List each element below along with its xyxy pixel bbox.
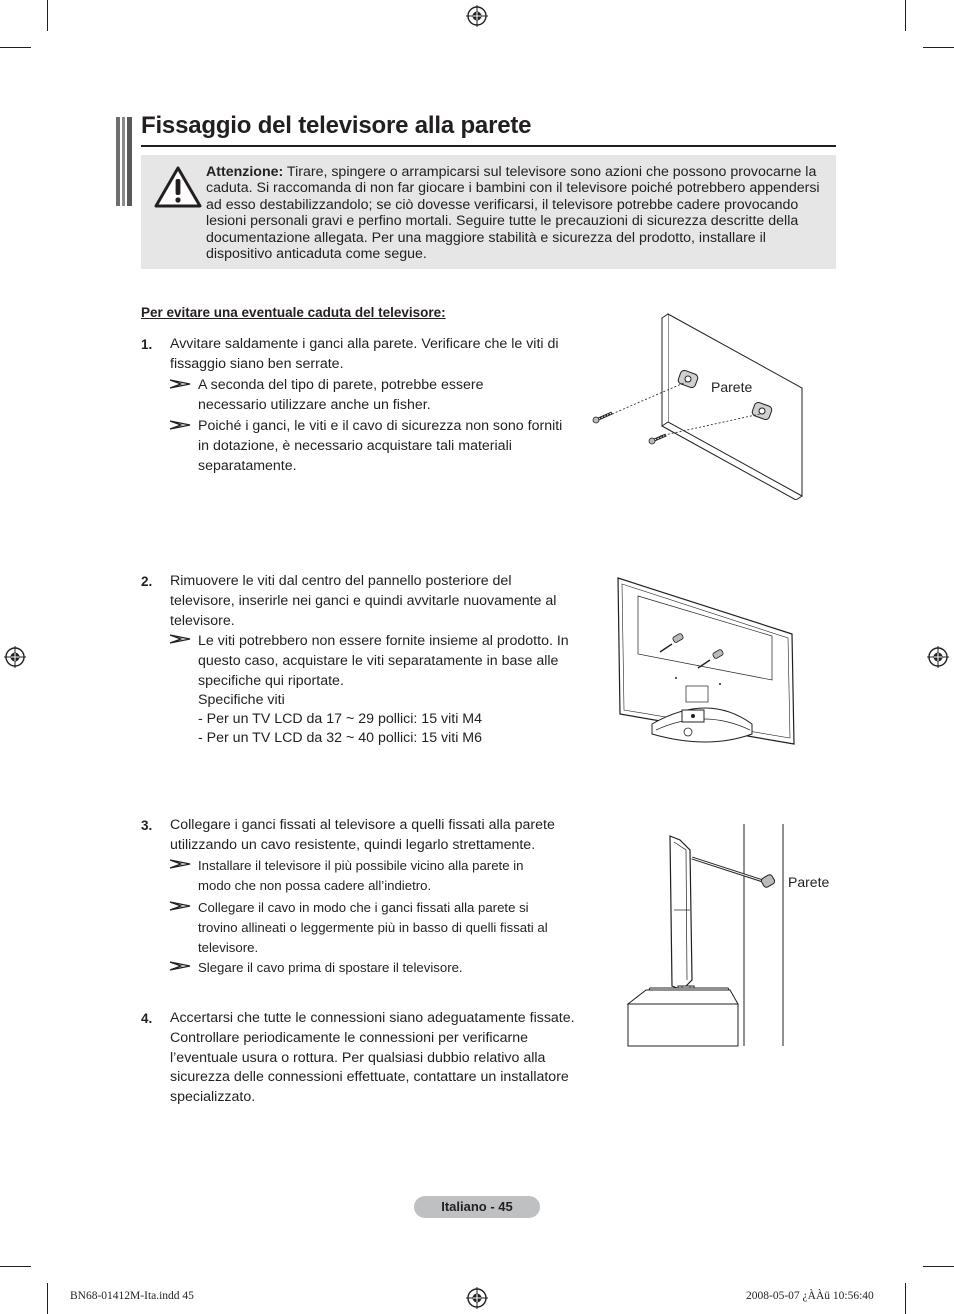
page-number-badge: [414, 1196, 540, 1218]
screw-icon: [649, 435, 666, 444]
page-title: Fissaggio del televisore alla parete: [141, 112, 532, 139]
note-arrow-icon: [169, 420, 191, 430]
page-number-label: Italiano - 45: [441, 1199, 513, 1214]
note-arrow-icon: [169, 379, 191, 389]
crop-mark: [905, 0, 906, 31]
note-arrow-icon: [169, 961, 191, 971]
note-arrow-icon: [169, 901, 191, 911]
step-number: 4.: [141, 1011, 153, 1026]
step-text: Collegare i ganci fissati al televisore a quelli fissati alla parete utilizzando un cavo resistente, quindi legarlo strettamente.: [170, 817, 555, 853]
step-note: Le viti potrebbero non essere fornite insieme al prodotto. In questo caso, acquistare le viti separatamente in base alle specifiche qui riportate.: [198, 633, 569, 689]
step-number: 1.: [141, 337, 153, 352]
registration-mark-icon: [466, 5, 488, 27]
step-number: 2.: [141, 574, 153, 589]
step-number: 3.: [141, 818, 153, 833]
screw-spec-title: Specifiche viti: [198, 692, 285, 708]
crop-mark: [47, 0, 48, 31]
step-note: Poiché i ganci, le viti e il cavo di sicurezza non sono forniti in dotazione, è necessario acquistare tali materiali separatamente.: [198, 418, 563, 474]
crop-mark: [905, 1283, 906, 1314]
registration-mark-icon: [4, 646, 26, 668]
wall-label: Parete: [711, 379, 753, 395]
step-note: Collegare il cavo in modo che i ganci fissati alla parete si trovino allineati o leggermente più in basso di quelli fissati al televisore.: [198, 900, 548, 955]
file-slug: BN68-01412M-Ita.indd 45: [70, 1290, 194, 1302]
title-rule: [141, 145, 836, 147]
warning-label: Attenzione:: [206, 164, 284, 180]
screw-spec-line: - Per un TV LCD da 32 ~ 40 pollici: 15 viti M6: [198, 730, 483, 746]
warning-body: Tirare, spingere o arrampicarsi sul televisore sono azioni che possono provocarne la caduta. Si raccomanda di non far giocare i bambini con il televisore poiché potrebbero appendersi ad esso destabilizzandolo; se ciò dovesse verificarsi, il televisore potrebbe cadere provocando lesioni personali gravi e perfino mortali. Seguire tutte le precauzioni di sicurezza descritte della documentazione allegata. Per una maggiore stabilità e sicurezza del prodotto, installare il dispositivo anticaduta come segue.: [206, 164, 820, 263]
note-arrow-icon: [169, 634, 191, 644]
title-accent-bars: [116, 117, 132, 206]
hook-icon: [760, 874, 775, 889]
step-text: Avvitare saldamente i ganci alla parete. Verificare che le viti di fissaggio siano ben serrate.: [170, 336, 559, 372]
wall-hooks-illustration: [590, 310, 810, 500]
crop-mark: [0, 47, 31, 48]
screw-icon: [593, 413, 612, 423]
registration-mark-icon: [466, 1287, 488, 1309]
section-subheading: Per evitare una eventuale caduta del televisore:: [141, 305, 446, 320]
tv-wall-cable-illustration: [620, 820, 820, 1050]
date-slug: 2008-05-07 ¿ÀÀü 10:56:40: [746, 1290, 874, 1302]
tv-back-illustration: [612, 574, 802, 760]
crop-mark: [47, 1283, 48, 1314]
step-note: A seconda del tipo di parete, potrebbe essere necessario utilizzare anche un fisher.: [198, 377, 484, 413]
step-note: Slegare il cavo prima di spostare il televisore.: [198, 960, 463, 975]
crop-mark: [923, 47, 954, 48]
step-text: Accertarsi che tutte le connessioni siano adeguatamente fissate. Controllare periodicamente le connessioni per verificarne l’eventuale usura o rottura. Per qualsiasi dubbio relativo alla sicurezza delle connessioni effettuate, contattare un installatore specializzato.: [170, 1010, 575, 1106]
step-text: Rimuovere le viti dal centro del pannello posteriore del televisore, inserirle nei ganci e quindi avvitarle nuovamente al televisore.: [170, 573, 557, 629]
warning-icon: [154, 166, 202, 208]
crop-mark: [923, 1266, 954, 1267]
registration-mark-icon: [927, 646, 949, 668]
wall-label: Parete: [788, 874, 830, 890]
note-arrow-icon: [169, 859, 191, 869]
screw-spec-line: - Per un TV LCD da 17 ~ 29 pollici: 15 viti M4: [198, 711, 483, 727]
crop-mark: [0, 1266, 31, 1267]
warning-text: [206, 164, 831, 262]
step-note: Installare il televisore il più possibile vicino alla parete in modo che non possa cadere all’indietro.: [198, 858, 524, 893]
